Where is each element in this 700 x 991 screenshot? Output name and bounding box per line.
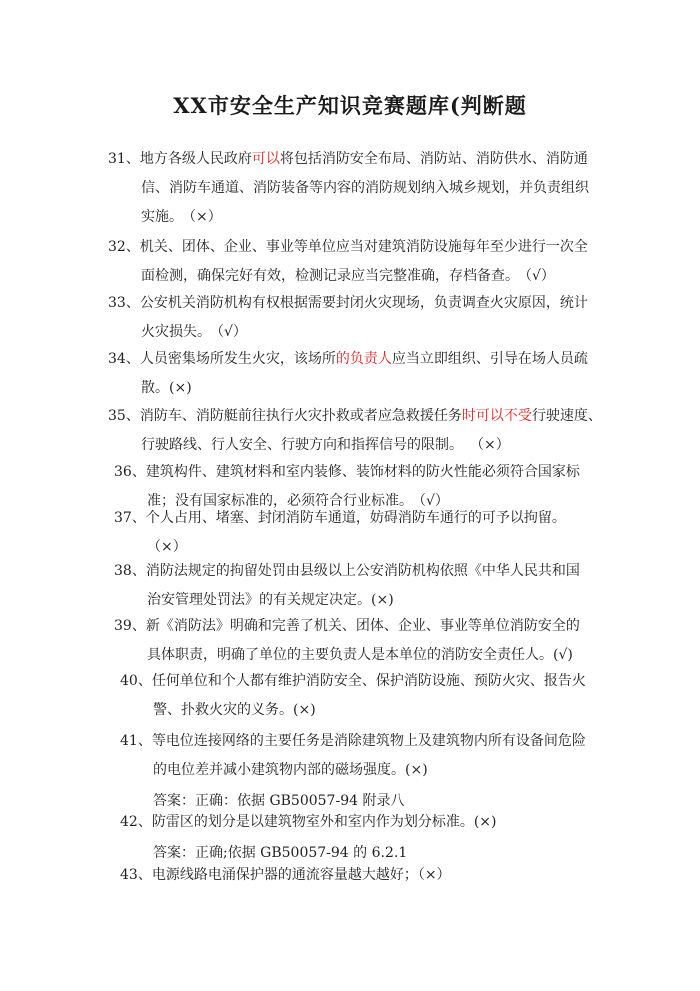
question-32 xyxy=(108,233,588,291)
answer-mark: (×) xyxy=(371,592,394,608)
question-text: 个人占用、堵塞、封闭消防车通道，妨碍消防车通行的可予以拘留。 xyxy=(145,510,566,526)
question-text: 行驶速度、 xyxy=(531,408,602,424)
highlighted-text: 时可以不受 xyxy=(461,408,532,424)
question-text: 公安机关消防机构有权根据需要封闭火灾现场，负责调查火灾原因，统计 xyxy=(139,295,588,311)
question-text: 地方各级人民政府 xyxy=(139,151,252,167)
answer-mark: (×) xyxy=(169,380,192,396)
question-text: 准；没有国家标准的，必须符合行业标准。 xyxy=(147,493,413,509)
question-39 xyxy=(114,612,580,670)
question-text: 火灾损失。 xyxy=(141,324,211,340)
answer-mark: (√) xyxy=(553,647,573,663)
question-text: 应当立即组织、引导在场人员疏 xyxy=(391,351,588,367)
page-title: XX市安全生产知识竞赛题库(判断题 xyxy=(173,93,527,118)
question-number: 40、 xyxy=(120,673,152,689)
answer-mark: （×） xyxy=(147,539,187,555)
answer-note: 答案：正确;依据 GB50057-94 的 6.2.1 xyxy=(153,845,408,861)
question-text: 任何单位和个人都有维护消防安全、保护消防设施、预防火灾、报告火 xyxy=(151,673,586,689)
question-text: 将包括消防安全布局、消防站、消防供水、消防通 xyxy=(279,151,588,167)
question-text: 面检测，确保完好有效，检测记录应当完整准确，存档备查。 xyxy=(141,268,519,284)
answer-mark: （√） xyxy=(525,268,555,284)
question-number: 38、 xyxy=(114,563,146,579)
question-text: 的电位差并减小建筑物内部的磁场强度。 xyxy=(153,762,405,778)
question-number: 34、 xyxy=(108,351,140,367)
question-number: 33、 xyxy=(108,295,140,311)
question-text: 治安管理处罚法》的有关规定决定。 xyxy=(147,592,371,608)
question-number: 31、 xyxy=(108,151,140,167)
question-number: 32、 xyxy=(108,239,140,255)
question-text: 防雷区的划分是以建筑物室外和室内作为划分标准。 xyxy=(151,814,474,830)
question-text: 消防车、消防艇前往执行火灾扑救或者应急救援任务 xyxy=(139,408,462,424)
question-text: 电源线路电涌保护器的通流容量越大越好； xyxy=(151,867,418,883)
question-34 xyxy=(108,345,588,403)
answer-mark: (×) xyxy=(405,762,428,778)
question-text: 消防法规定的拘留处罚由县级以上公安消防机构依照《中华人民共和国 xyxy=(145,563,580,579)
question-number: 41、 xyxy=(120,733,152,749)
question-number: 35、 xyxy=(108,408,140,424)
answer-mark: (×) xyxy=(293,702,316,718)
highlighted-text: 的负责人 xyxy=(335,351,392,367)
question-text: 散。 xyxy=(141,380,169,396)
question-number: 39、 xyxy=(114,618,146,634)
answer-mark: （√） xyxy=(217,324,247,340)
question-number: 43、 xyxy=(120,867,152,883)
question-35 xyxy=(108,402,602,460)
answer-mark: （×） xyxy=(477,437,510,453)
answer-mark: （×） xyxy=(417,867,451,883)
question-33 xyxy=(108,289,588,347)
question-text: 行驶路线、行人安全、行驶方向和指挥信号的限制。 xyxy=(141,437,463,453)
question-number: 37、 xyxy=(114,510,146,526)
question-text: 新《消防法》明确和完善了机关、团体、企业、事业等单位消防安全的 xyxy=(145,618,580,634)
question-40 xyxy=(120,667,586,725)
question-37 xyxy=(114,504,566,562)
question-text: 警、扑救火灾的义务。 xyxy=(153,702,293,718)
answer-mark: （×） xyxy=(189,209,222,225)
answer-note: 答案：正确：依据 GB50057-94 附录八 xyxy=(153,793,405,809)
answer-mark: (×) xyxy=(473,814,497,830)
answer-mark: （√） xyxy=(419,493,449,509)
question-number: 36、 xyxy=(114,464,146,480)
question-text: 机关、团体、企业、事业等单位应当对建筑消防设施每年至少进行一次全 xyxy=(139,239,588,255)
highlighted-text: 可以 xyxy=(251,151,280,167)
question-text: 实施。 xyxy=(141,209,183,225)
question-text: 等电位连接网络的主要任务是消除建筑物上及建筑物内所有设备间危险 xyxy=(151,733,586,749)
question-text: 信、消防车通道、消防装备等内容的消防规划纳入城乡规划，并负责组织 xyxy=(141,180,589,196)
question-38 xyxy=(114,557,580,615)
question-31 xyxy=(108,145,589,232)
question-42 xyxy=(120,808,496,868)
question-text: 人员密集场所发生火灾，该场所 xyxy=(139,351,336,367)
question-number: 42、 xyxy=(120,814,152,830)
question-text: 建筑构件、建筑材料和室内装修、装饰材料的防火性能必须符合国家标 xyxy=(145,464,580,480)
question-41 xyxy=(120,727,586,816)
question-text: 具体职责，明确了单位的主要负责人是本单位的消防安全责任人。 xyxy=(147,647,553,663)
question-43 xyxy=(120,861,451,890)
